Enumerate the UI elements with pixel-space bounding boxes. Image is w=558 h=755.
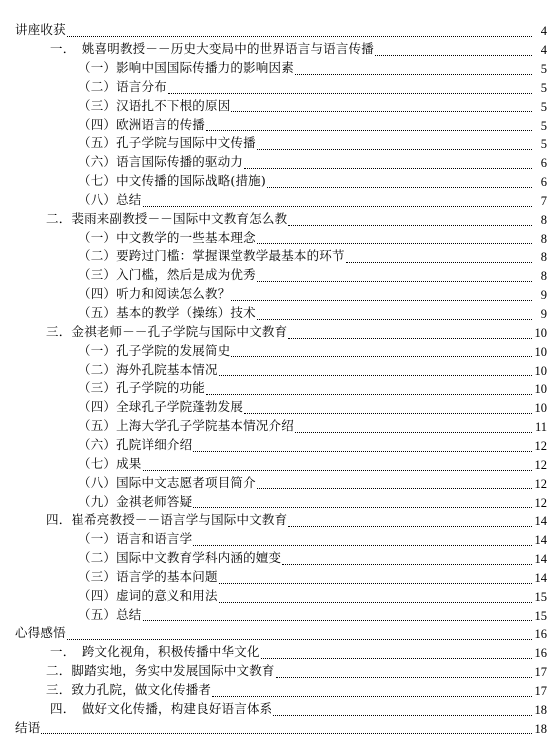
dot-leader bbox=[276, 677, 532, 678]
toc-entry-page-number: 14 bbox=[534, 533, 547, 548]
toc-entry-page-number: 8 bbox=[540, 212, 547, 227]
toc-entry-title: 二．脚踏实地，务实中发展国际中文教育 bbox=[46, 663, 275, 679]
toc-entry-page-number: 4 bbox=[540, 24, 547, 39]
toc-entry[interactable] bbox=[0, 682, 558, 701]
toc-entry[interactable] bbox=[0, 663, 558, 682]
dot-leader bbox=[288, 338, 532, 339]
dot-leader bbox=[257, 281, 532, 282]
toc-entry-page-number: 5 bbox=[540, 99, 547, 114]
toc-entry-page-number: 12 bbox=[534, 495, 547, 510]
toc-entry[interactable] bbox=[0, 719, 558, 738]
dot-leader bbox=[282, 564, 532, 565]
toc-entry-page-number: 4 bbox=[540, 43, 547, 58]
toc-entry-page-number: 15 bbox=[534, 608, 547, 623]
toc-entry-title: （五）孔子学院与国际中文传播 bbox=[78, 135, 256, 151]
toc-entry-page-number: 9 bbox=[540, 288, 547, 303]
toc-entry[interactable] bbox=[0, 512, 558, 531]
toc-entry-page-number: 10 bbox=[534, 382, 547, 397]
dot-leader bbox=[244, 413, 532, 414]
toc-entry-title: （七）成果 bbox=[78, 455, 142, 471]
dot-leader bbox=[244, 168, 532, 169]
toc-entry[interactable] bbox=[0, 531, 558, 550]
toc-entry-title: （四）全球孔子学院蓬勃发展 bbox=[78, 399, 244, 415]
dot-leader bbox=[261, 658, 532, 659]
dot-leader bbox=[257, 488, 532, 489]
dot-leader bbox=[143, 620, 532, 621]
dot-leader bbox=[206, 394, 532, 395]
toc-entry-page-number: 8 bbox=[540, 231, 547, 246]
toc-entry-title: （一）影响中国国际传播力的影响因素 bbox=[78, 59, 294, 75]
toc-entry-title: 四．崔希亮教授－－语言学与国际中文教育 bbox=[46, 512, 288, 528]
dot-leader bbox=[257, 149, 532, 150]
dot-leader bbox=[231, 300, 532, 301]
dot-leader bbox=[219, 583, 532, 584]
toc-entry[interactable] bbox=[0, 418, 558, 437]
toc-entry[interactable] bbox=[0, 267, 558, 286]
toc-entry-page-number: 10 bbox=[534, 401, 547, 416]
toc-entry[interactable] bbox=[0, 456, 558, 475]
toc-entry-title: 二．裴雨来副教授－－国际中文教育怎么教 bbox=[46, 210, 288, 226]
toc-entry-page-number: 7 bbox=[540, 193, 547, 208]
dot-leader bbox=[219, 375, 532, 376]
toc-entry[interactable] bbox=[0, 41, 558, 60]
dot-leader bbox=[168, 93, 532, 94]
dot-leader bbox=[231, 356, 532, 357]
dot-leader bbox=[288, 526, 532, 527]
toc-entry-title: （八）总结 bbox=[78, 191, 142, 207]
dot-leader bbox=[288, 225, 532, 226]
toc-entry-page-number: 15 bbox=[534, 589, 547, 604]
toc-entry-title: 三．金祺老师－－孔子学院与国际中文教育 bbox=[46, 323, 288, 339]
toc-entry-title: （五）基本的教学（操练）技术 bbox=[78, 305, 256, 320]
toc-entry-title: （五）上海大学孔子学院基本情况介绍 bbox=[78, 418, 294, 434]
toc-entry[interactable] bbox=[0, 474, 558, 493]
toc-entry-page-number: 6 bbox=[540, 175, 547, 190]
toc-entry-page-number: 14 bbox=[534, 552, 547, 567]
toc-entry-page-number: 9 bbox=[540, 307, 547, 321]
toc-entry-page-number: 12 bbox=[534, 438, 547, 453]
dot-leader bbox=[41, 733, 532, 734]
dot-leader bbox=[193, 451, 532, 452]
toc-entry[interactable] bbox=[0, 569, 558, 588]
toc-entry-title: 讲座收获 bbox=[15, 22, 66, 38]
toc-entry-page-number: 18 bbox=[534, 721, 547, 736]
toc-entry[interactable] bbox=[0, 60, 558, 79]
toc-entry-title: 三．致力孔院，做文化传播者 bbox=[46, 682, 212, 697]
toc-entry[interactable] bbox=[0, 286, 558, 305]
dot-leader bbox=[257, 243, 532, 244]
toc-entry-title: （四）欧洲语言的传播 bbox=[78, 116, 206, 132]
toc-entry[interactable] bbox=[0, 588, 558, 607]
toc-entry-page-number: 17 bbox=[534, 684, 547, 698]
toc-entry-title: （二）国际中文教育学科内涵的嬗变 bbox=[78, 550, 282, 566]
toc-entry-title: （三）语言学的基本问题 bbox=[78, 568, 218, 584]
dot-leader bbox=[257, 319, 532, 320]
toc-entry-page-number: 5 bbox=[540, 61, 547, 76]
dot-leader bbox=[193, 545, 532, 546]
toc-entry-page-number: 18 bbox=[534, 702, 547, 717]
toc-entry[interactable] bbox=[0, 135, 558, 154]
toc-entry[interactable] bbox=[0, 173, 558, 192]
toc-entry[interactable] bbox=[0, 493, 558, 512]
toc-entry-page-number: 8 bbox=[540, 250, 547, 265]
toc-entry-title: （二）海外孔院基本情况 bbox=[78, 361, 218, 377]
toc-entry[interactable] bbox=[0, 380, 558, 399]
toc-entry[interactable] bbox=[0, 625, 558, 644]
toc-entry-title: （一）语言和语言学 bbox=[78, 531, 193, 547]
toc-entry-title: （二）语言分布 bbox=[78, 78, 167, 94]
toc-entry-page-number: 16 bbox=[534, 646, 547, 661]
dot-leader bbox=[67, 36, 532, 37]
toc-entry-title: 心得感悟 bbox=[15, 625, 66, 641]
dot-leader bbox=[206, 130, 532, 131]
toc-entry-title: （五）总结 bbox=[78, 606, 142, 622]
toc-entry-page-number: 14 bbox=[534, 514, 547, 529]
toc-entry[interactable] bbox=[0, 437, 558, 456]
toc-entry[interactable] bbox=[0, 79, 558, 98]
toc-entry-title: （二）要跨过门槛：掌握课堂教学最基本的环节 bbox=[78, 248, 345, 264]
toc-entry-title: （六）孔院详细介绍 bbox=[78, 436, 193, 452]
dot-leader bbox=[67, 639, 532, 640]
toc-entry[interactable] bbox=[0, 97, 558, 116]
toc-entry[interactable] bbox=[0, 305, 558, 324]
toc-entry-title: 四． 做好文化传播，构建良好语言体系 bbox=[50, 700, 273, 716]
toc-entry[interactable] bbox=[0, 229, 558, 248]
toc-entry-title: （一）孔子学院的发展简史 bbox=[78, 342, 231, 358]
toc-entry-page-number: 8 bbox=[540, 269, 547, 284]
toc-entry-page-number: 5 bbox=[540, 137, 547, 152]
toc-entry-page-number: 16 bbox=[534, 627, 547, 642]
toc-entry[interactable] bbox=[0, 248, 558, 267]
dot-leader bbox=[212, 696, 532, 697]
dot-leader bbox=[231, 111, 532, 112]
toc-entry-title: 一． 跨文化视角，积极传播中华文化 bbox=[50, 644, 260, 660]
toc-entry-title: （六）语言国际传播的驱动力 bbox=[78, 154, 244, 170]
toc-entry[interactable] bbox=[0, 116, 558, 135]
toc-entry[interactable] bbox=[0, 324, 558, 343]
toc-entry-title: （九）金祺老师答疑 bbox=[78, 493, 193, 509]
toc-entry-title: （三）孔子学院的功能 bbox=[78, 380, 206, 396]
toc-entry-page-number: 10 bbox=[534, 344, 547, 359]
toc-entry[interactable] bbox=[0, 644, 558, 663]
toc-entry-title: （八）国际中文志愿者项目简介 bbox=[78, 474, 256, 490]
toc-entry[interactable] bbox=[0, 399, 558, 418]
toc-entry-page-number: 5 bbox=[540, 118, 547, 133]
dot-leader bbox=[346, 262, 532, 263]
toc-entry-page-number: 12 bbox=[534, 476, 547, 491]
toc-entry[interactable] bbox=[0, 192, 558, 211]
toc-entry[interactable] bbox=[0, 342, 558, 361]
toc-entry-page-number: 10 bbox=[534, 325, 547, 340]
dot-leader bbox=[295, 432, 532, 433]
dot-leader bbox=[193, 507, 532, 508]
dot-leader bbox=[219, 602, 532, 603]
toc-entry-page-number: 6 bbox=[540, 156, 547, 171]
toc-entry-title: （七）中文传播的国际战略(措施) bbox=[78, 173, 266, 189]
toc-entry[interactable] bbox=[0, 606, 558, 625]
toc-entry-page-number: 17 bbox=[534, 665, 547, 680]
toc-entry-title: （一）中文教学的一些基本理念 bbox=[78, 229, 256, 245]
toc-entry-title: （四）听力和阅读怎么教？ bbox=[78, 286, 231, 302]
toc-entry-page-number: 14 bbox=[534, 570, 547, 585]
toc-entry[interactable] bbox=[0, 550, 558, 569]
dot-leader bbox=[143, 206, 532, 207]
toc-entry-page-number: 10 bbox=[534, 363, 547, 378]
toc-entry-page-number: 11 bbox=[534, 420, 547, 435]
toc-entry-page-number: 5 bbox=[540, 80, 547, 95]
toc-entry-page-number: 12 bbox=[534, 457, 547, 472]
toc-entry-title: （四）虚词的意义和用法 bbox=[78, 587, 218, 603]
toc-entry[interactable] bbox=[0, 701, 558, 720]
dot-leader bbox=[273, 715, 532, 716]
toc-entry[interactable] bbox=[0, 22, 558, 41]
dot-leader bbox=[375, 55, 532, 56]
toc-entry[interactable] bbox=[0, 154, 558, 173]
toc-entry[interactable] bbox=[0, 211, 558, 230]
dot-leader bbox=[267, 187, 532, 188]
toc-entry-title: 结语 bbox=[15, 719, 41, 735]
toc-entry-title: （三）汉语扎不下根的原因 bbox=[78, 97, 231, 113]
dot-leader bbox=[295, 74, 532, 75]
toc-entry-title: （三）入门槛，然后是成为优秀 bbox=[78, 267, 256, 283]
toc-entry[interactable] bbox=[0, 361, 558, 380]
toc-entry-title: 一． 姚喜明教授－－历史大变局中的世界语言与语言传播 bbox=[50, 41, 374, 57]
dot-leader bbox=[143, 470, 532, 471]
